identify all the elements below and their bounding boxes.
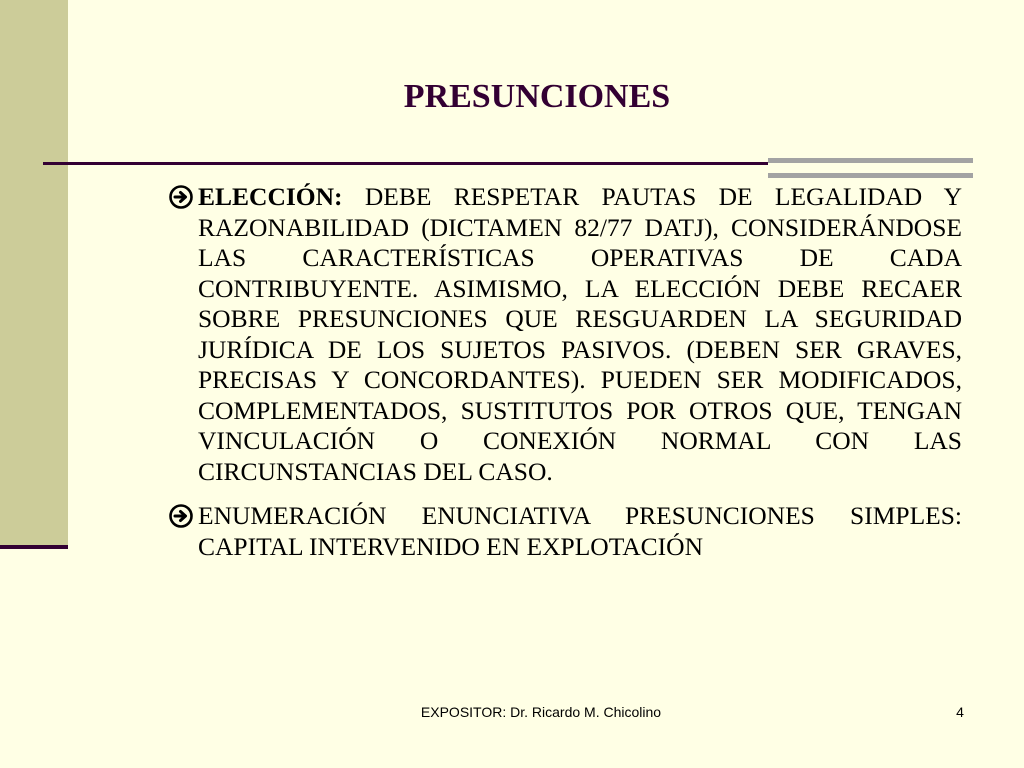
footer-page-number: 4 xyxy=(956,704,964,720)
left-accent-rule xyxy=(0,545,68,549)
decorative-bar xyxy=(768,173,973,178)
bullet-lead: ELECCIÓN: xyxy=(198,182,343,211)
circled-arrow-right-icon xyxy=(166,501,196,531)
title-divider-line xyxy=(43,162,768,165)
slide-title: PRESUNCIONES xyxy=(403,78,671,115)
bullet-item-enumeracion xyxy=(166,501,962,562)
bullet-text: ENUMERACIÓN ENUNCIATIVA PRESUNCIONES SIMPLES: CAPITAL INTERVENIDO EN EXPLOTACIÓN xyxy=(198,501,962,561)
footer-presenter: EXPOSITOR: Dr. Ricardo M. Chicolino xyxy=(420,704,662,720)
slide-body xyxy=(166,182,962,562)
bullet-item-eleccion xyxy=(166,182,962,487)
decorative-bar xyxy=(768,158,973,163)
bullet-text: DEBE RESPETAR PAUTAS DE LEGALIDAD Y RAZONABILIDAD (DICTAMEN 82/77 DATJ), CONSIDERÁNDOSE LAS CARACTERÍSTICAS OPERATIVAS DE CADA CONTRIBUYENTE. ASIMISMO, LA ELECCIÓN DEBE RECAER SOBRE PRESUNCIONES QUE RESGUARDEN LA SEGURIDAD JURÍDICA DE LOS SUJETOS PASIVOS. (DEBEN SER GRAVES, PRECISAS Y CONCORDANTES). PUEDEN SER MODIFICADOS, COMPLEMENTADOS, SUSTITUTOS POR OTROS QUE, TENGAN VINCULACIÓN O CONEXIÓN NORMAL CON LAS CIRCUNSTANCIAS DEL CASO. xyxy=(198,182,962,486)
title-decorative-bars xyxy=(768,158,973,178)
circled-arrow-right-icon xyxy=(166,182,196,212)
